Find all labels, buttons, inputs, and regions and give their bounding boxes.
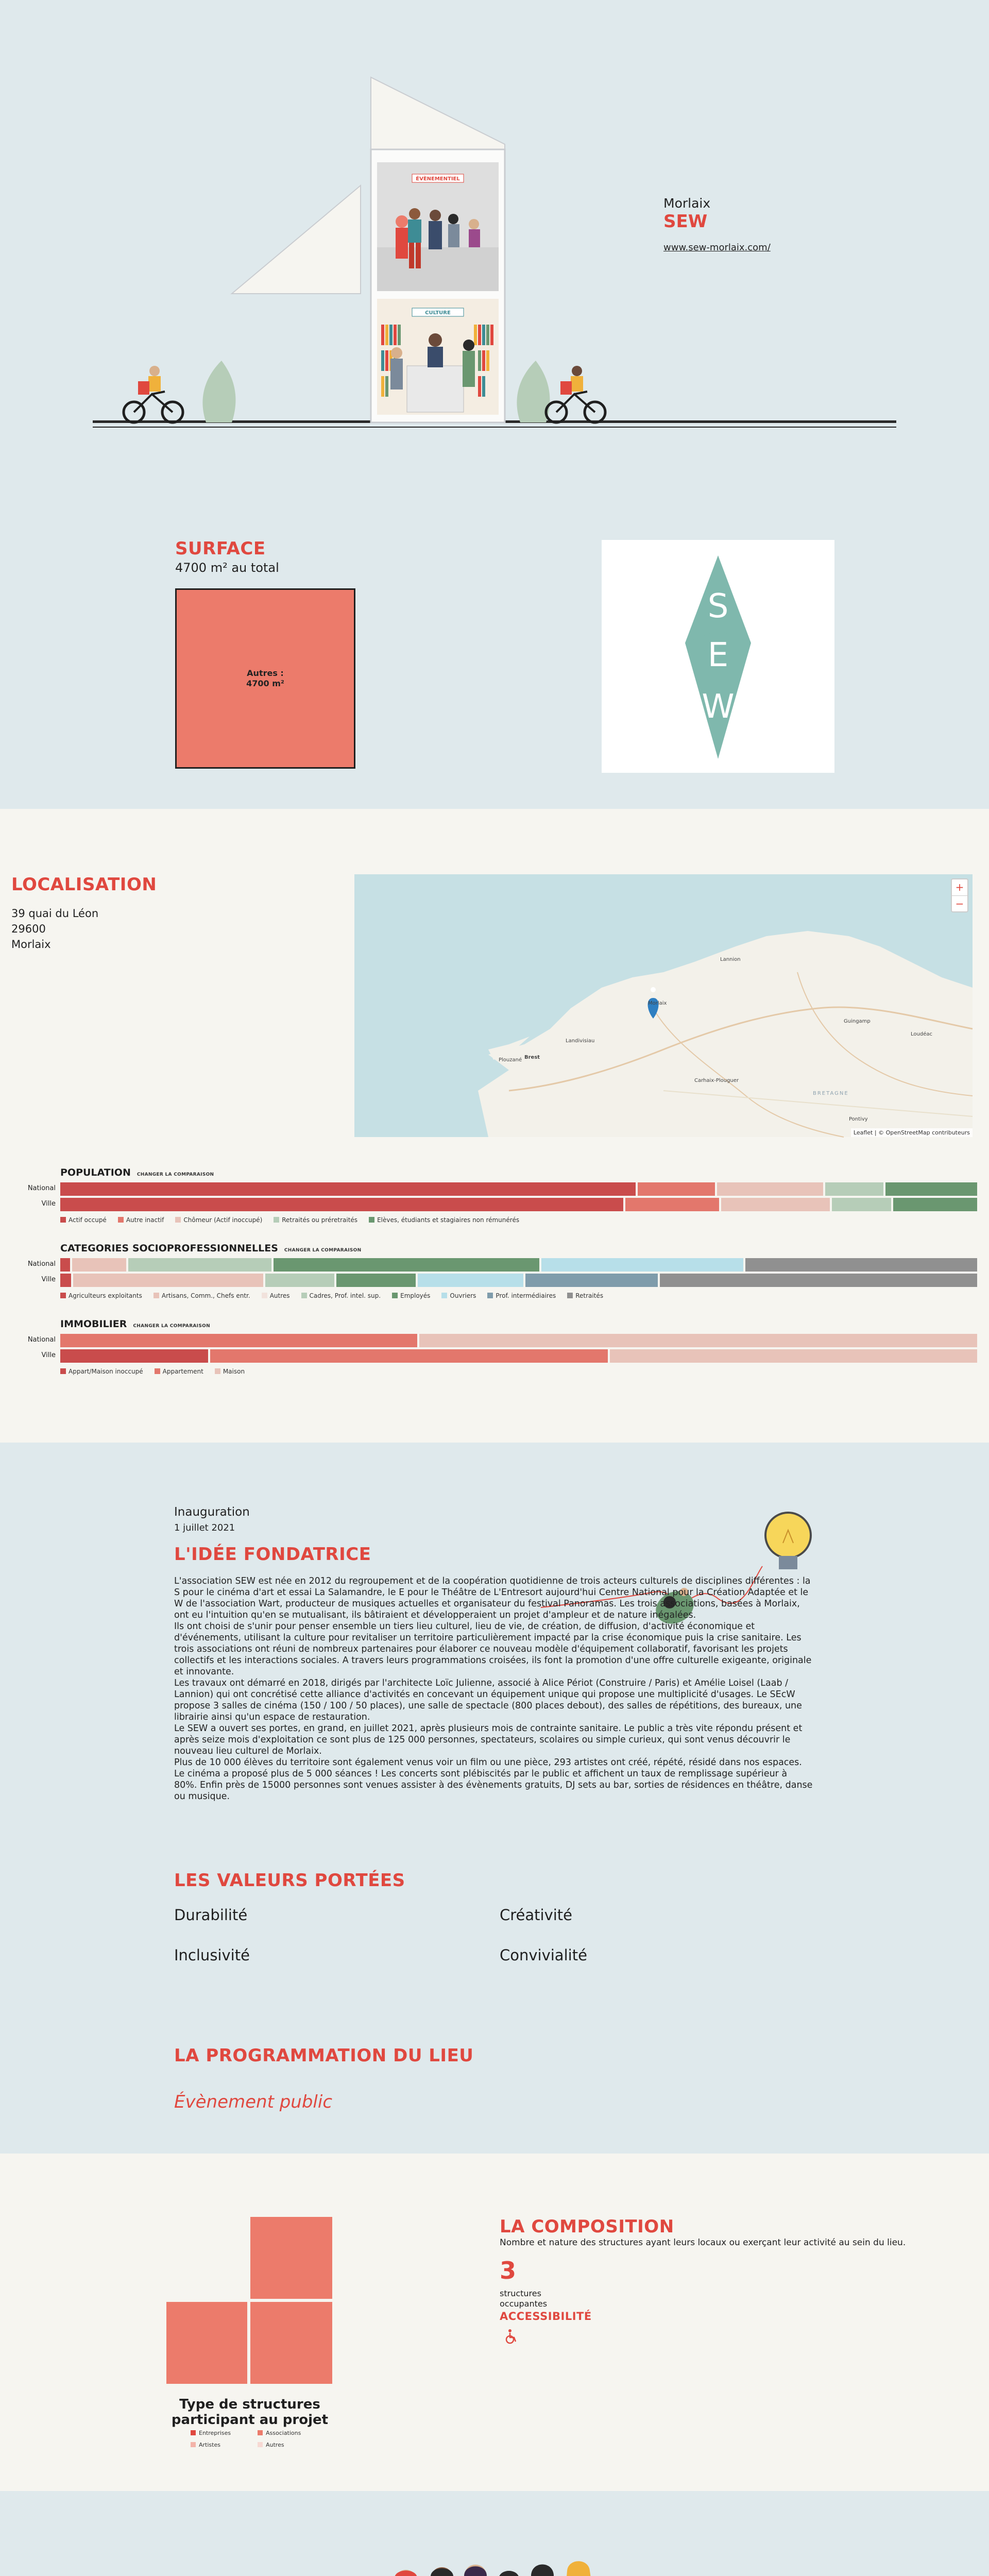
bar-segment-agriculteurs-exploitants <box>60 1258 70 1272</box>
map-label-guingamp: Guingamp <box>844 1019 871 1024</box>
surface-treemap-cell <box>175 588 355 769</box>
map-label-brest: Brest <box>524 1055 540 1060</box>
surface-title: SURFACE <box>175 538 266 559</box>
bar-segment-cadres-prof-intel-sup- <box>128 1258 271 1272</box>
map-label-lannion: Lannion <box>720 957 741 962</box>
inauguration-date: 1 juillet 2021 <box>174 1522 235 1533</box>
row-label: Ville <box>41 1200 56 1208</box>
legend-item <box>175 1216 262 1224</box>
legend-label: Actif occupé <box>69 1216 107 1224</box>
legend-label: Autre inactif <box>126 1216 164 1224</box>
legend-item <box>258 2442 325 2448</box>
legend-item <box>392 1292 430 1299</box>
legend-item <box>258 2430 325 2436</box>
map-label-morlaix: Morlaix <box>648 1001 667 1006</box>
idee-paragraph: Les travaux ont démarré en 2018, dirigés par l'architecte Loïc Julienne, associé à Alice Périot (Construire / Paris) et Amélie Loisel (Laab / Lannion) qui ont concrétisé cette alliance d'activités en concevant un équipement unique qui propose une multiplicité d'usages. Le SEcW propose 3 salles de cinéma (150 / 100 / 50 places), une salle de spectacle (800 places debout), des salles de répétitions, des bureaux, une librairie ainsi qu'un espace de restauration. <box>174 1678 802 1722</box>
bar-segment-maison <box>419 1334 977 1347</box>
legend-label: Appartement <box>162 1368 203 1375</box>
legend-label: Associations <box>266 2430 301 2436</box>
address-postcode: 29600 <box>11 923 46 935</box>
bar-segment-retrait-s <box>745 1258 977 1272</box>
compare-toggle[interactable]: CHANGER LA COMPARAISON <box>133 1324 210 1329</box>
immobilier-chart <box>27 1318 977 1375</box>
map-attribution[interactable]: Leaflet | © OpenStreetMap contributeurs <box>851 1128 973 1137</box>
count-label-line: occupantes <box>500 2299 548 2309</box>
composition-title: LA COMPOSITION <box>500 2216 674 2237</box>
bar-national <box>60 1258 977 1272</box>
hero-illustration <box>93 72 896 443</box>
zoom-in-button[interactable]: + <box>955 881 964 893</box>
bar-segment-agriculteurs-exploitants <box>60 1274 71 1287</box>
bar-segment-ch-meur-actif-inoccup- <box>717 1182 823 1196</box>
inauguration-label: Inauguration <box>174 1505 250 1519</box>
legend-item <box>191 2430 258 2436</box>
valeur-item: Convivialité <box>500 1946 587 1964</box>
csp-legend <box>60 1292 977 1299</box>
legend-item <box>274 1216 357 1224</box>
programmation-title: LA PROGRAMMATION DU LIEU <box>174 2045 474 2066</box>
bar-segment-autre-inactif <box>625 1198 719 1211</box>
address-street: 39 quai du Léon <box>11 907 99 920</box>
wheelchair-icon <box>504 2329 519 2344</box>
structures-count: 3 <box>500 2257 517 2284</box>
treemap-title-line: Type de structures <box>179 2397 320 2412</box>
svg-text:E: E <box>707 636 729 674</box>
address-city: Morlaix <box>11 938 51 951</box>
legend-label: Autres <box>266 2442 284 2448</box>
map-zoom-controls <box>951 878 968 912</box>
legend-label: Retraités ou préretraités <box>282 1216 358 1224</box>
bar-segment-prof-interm-diaires <box>525 1274 658 1287</box>
legend-label: Chômeur (Actif inoccupé) <box>183 1216 263 1224</box>
sew-logo <box>602 540 834 773</box>
surface-cell-value: 4700 m² <box>246 679 284 688</box>
legend-label: Artisans, Comm., Chefs entr. <box>161 1292 250 1299</box>
legend-item <box>441 1292 476 1299</box>
bar-segment-employ-s <box>274 1258 540 1272</box>
treemap-title-line: participant au projet <box>171 2412 329 2428</box>
hero-title: SEW <box>663 211 708 232</box>
address <box>11 906 98 952</box>
map-label-carhaix: Carhaix-Plouguer <box>694 1078 739 1083</box>
bar-segment-appartement <box>210 1349 608 1363</box>
bar-segment-appart-maison-inoccup- <box>60 1349 208 1363</box>
bar-ville <box>60 1349 977 1363</box>
map-label-loudeac: Loudéac <box>911 1031 932 1037</box>
map-label-region: BRETAGNE <box>813 1091 849 1096</box>
accessibility-title: ACCESSIBILITÉ <box>500 2310 592 2323</box>
immobilier-legend <box>60 1368 977 1375</box>
bar-segment-artisans-comm-chefs-entr- <box>72 1258 126 1272</box>
legend-item <box>191 2442 258 2448</box>
idee-section <box>0 1443 989 2154</box>
legend-label: Cadres, Prof. intel. sup. <box>309 1292 381 1299</box>
legend-item <box>118 1216 164 1224</box>
idee-paragraph: L'association SEW est née en 2012 du regroupement et de la coopération quotidienne de trois acteurs culturels de disciplines différentes : la S pour le cinéma d'art et essai La Salamandre, le E pour le Théâtre de L'Entresort aujourd'hui Centre National pour la Création Adaptée et le W de l'association Wart, producteur de musiques actuelles et organisateur du festival Panoramas. Les trois associations, basées à Morlaix, ont eu l'intuition qu'en se mutualisant, ils bâtiraient et développeraient un projet d'ampleur et de nature inégalées. <box>174 1576 811 1620</box>
csp-title: CATEGORIES SOCIOPROFESSIONNELLES <box>60 1243 278 1254</box>
bar-national <box>60 1182 977 1196</box>
count-label-line: structures <box>500 2289 541 2298</box>
compare-toggle[interactable]: CHANGER LA COMPARAISON <box>137 1172 214 1177</box>
legend-label: Entreprises <box>199 2430 231 2436</box>
structures-count-label <box>500 2289 572 2309</box>
idee-paragraph: Plus de 10 000 élèves du territoire sont également venus voir un film ou une pièce, 293 artistes ont créé, répété, résidé dans nos espaces. Le cinéma a proposé plus de 5 000 séances ! Les concerts sont plébiscités par le public et affichent un taux de remplissage supérieur à 80%. Enfin près de 15000 personnes sont venues assister à des évènements gratuits, DJ sets au bar, sorties de résidences en théâtre, danse ou musique. <box>174 1757 813 1802</box>
valeur-item: Durabilité <box>174 1906 248 1924</box>
svg-text:W: W <box>702 688 735 726</box>
compare-toggle[interactable]: CHANGER LA COMPARAISON <box>284 1248 362 1253</box>
legend-item <box>154 1292 250 1299</box>
bar-segment-retrait-s <box>660 1274 977 1287</box>
legend-item <box>60 1216 107 1224</box>
valeurs-title: LES VALEURS PORTÉES <box>174 1870 405 1891</box>
surface-section <box>0 479 989 809</box>
bar-segment-el-ves-tudiants-et-stagiaires-non-r-mun-r-s <box>893 1198 977 1211</box>
legend-label: Retraités <box>575 1292 604 1299</box>
bar-segment-ch-meur-actif-inoccup- <box>721 1198 830 1211</box>
legend-item <box>369 1216 519 1224</box>
bar-segment-ouvriers <box>418 1274 523 1287</box>
valeur-item: Inclusivité <box>174 1946 250 1964</box>
bar-segment-cadres-prof-intel-sup- <box>265 1274 334 1287</box>
immobilier-title: IMMOBILIER <box>60 1318 127 1330</box>
legend-label: Ouvriers <box>450 1292 476 1299</box>
bar-segment-el-ves-tudiants-et-stagiaires-non-r-mun-r-s <box>885 1182 977 1196</box>
legend-item <box>262 1292 290 1299</box>
row-label: National <box>27 1336 56 1344</box>
bar-ville <box>60 1274 977 1287</box>
bar-national <box>60 1334 977 1347</box>
banner-events: ÉVÈNEMENTIEL <box>416 176 460 182</box>
map-label-pontivy: Pontivy <box>849 1116 868 1122</box>
hero-city: Morlaix <box>663 196 711 211</box>
legend-item <box>155 1368 203 1375</box>
bar-ville <box>60 1198 977 1211</box>
bar-segment-retrait-s-ou-pr-retrait-s <box>832 1198 891 1211</box>
treemap-legend <box>191 2430 325 2448</box>
legend-label: Employés <box>400 1292 431 1299</box>
legend-label: Elèves, étudiants et stagiaires non rémunérés <box>377 1216 520 1224</box>
map-label-landivisiau: Landivisiau <box>566 1038 595 1044</box>
idee-paragraph: Le SEW a ouvert ses portes, en grand, en juillet 2021, après plusieurs mois de contrainte sanitaire. Le public a très vite répondu présent et après seize mois d'exploitation ce sont plus de 125 000 personnes, spectateurs, scolaires ou simple curieux, qui sont venus découvrir le nouveau lieu culturel de Morlaix. <box>174 1723 803 1756</box>
idee-title: L'IDÉE FONDATRICE <box>174 1544 371 1565</box>
website-link[interactable]: www.sew-morlaix.com/ <box>663 242 771 253</box>
bar-segment-artisans-comm-chefs-entr- <box>73 1274 264 1287</box>
population-title: POPULATION <box>60 1167 131 1178</box>
structures-treemap <box>165 2215 335 2385</box>
acteurs-section <box>0 2491 989 2576</box>
localisation-section <box>0 809 989 1443</box>
programmation-item: Évènement public <box>174 2092 333 2112</box>
legend-label: Maison <box>223 1368 245 1375</box>
population-legend <box>60 1216 977 1224</box>
zoom-out-button[interactable]: − <box>952 895 967 912</box>
population-chart <box>27 1167 977 1224</box>
treemap-title <box>165 2397 335 2428</box>
legend-item <box>567 1292 603 1299</box>
bar-segment-actif-occup- <box>60 1198 623 1211</box>
bar-segment-maison <box>610 1349 977 1363</box>
row-label: National <box>27 1184 56 1192</box>
treemap-cell-associations <box>165 2300 249 2385</box>
legend-item <box>60 1292 142 1299</box>
bar-segment-autre-inactif <box>638 1182 715 1196</box>
map-label-plouzane: Plouzané <box>499 1057 522 1063</box>
bar-segment-ouvriers <box>541 1258 743 1272</box>
svg-text:S: S <box>707 587 729 625</box>
svg-text:CULTURE: CULTURE <box>425 310 451 316</box>
legend-item <box>215 1368 245 1375</box>
legend-label: Autres <box>269 1292 290 1299</box>
bar-segment-employ-s <box>336 1274 416 1287</box>
localisation-title: LOCALISATION <box>11 874 157 895</box>
legend-label: Prof. intermédiaires <box>496 1292 556 1299</box>
csp-chart <box>27 1243 977 1299</box>
legend-label: Appart/Maison inoccupé <box>69 1368 143 1375</box>
treemap-cell-associations <box>249 2215 334 2300</box>
row-label: Ville <box>41 1351 56 1359</box>
treemap-cell-associations <box>249 2300 334 2385</box>
composition-section <box>0 2154 989 2491</box>
composition-subtitle: Nombre et nature des structures ayant leurs locaux ou exerçant leur activité au sein du lieu. <box>500 2238 906 2248</box>
legend-item <box>487 1292 556 1299</box>
legend-label: Agriculteurs exploitants <box>69 1292 142 1299</box>
row-label: National <box>27 1260 56 1268</box>
legend-label: Artistes <box>199 2442 220 2448</box>
people-illustration <box>380 2553 612 2576</box>
surface-cell-label: Autres : <box>247 668 284 678</box>
hero-section <box>0 0 989 479</box>
idee-paragraph: Ils ont choisi de s'unir pour penser ensemble un tiers lieu culturel, lieu de vie, de création, de diffusion, d'activité économique et d'événements, utilisant la culture pour revitaliser un territoire particulièrement impacté par la crise économique puis la crise sanitaire. Les trois associations ont réuni de nombreux partenaires pour élaborer ce nouveau modèle d'équipement collaboratif, favorisant les projets collectifs et les interactions sociales. A travers leurs programmations croisées, ils font la promotion d'une offre culturelle exigeante, originale et innovante. <box>174 1621 812 1677</box>
bar-segment-appartement <box>60 1334 417 1347</box>
idee-text <box>174 1575 813 1802</box>
surface-total: 4700 m² au total <box>175 561 279 575</box>
legend-item <box>60 1368 143 1375</box>
legend-item <box>301 1292 381 1299</box>
row-label: Ville <box>41 1276 56 1283</box>
logo-card <box>602 540 834 773</box>
valeur-item: Créativité <box>500 1906 573 1924</box>
bar-segment-actif-occup- <box>60 1182 636 1196</box>
map[interactable] <box>354 874 973 1137</box>
bar-segment-retrait-s-ou-pr-retrait-s <box>825 1182 883 1196</box>
